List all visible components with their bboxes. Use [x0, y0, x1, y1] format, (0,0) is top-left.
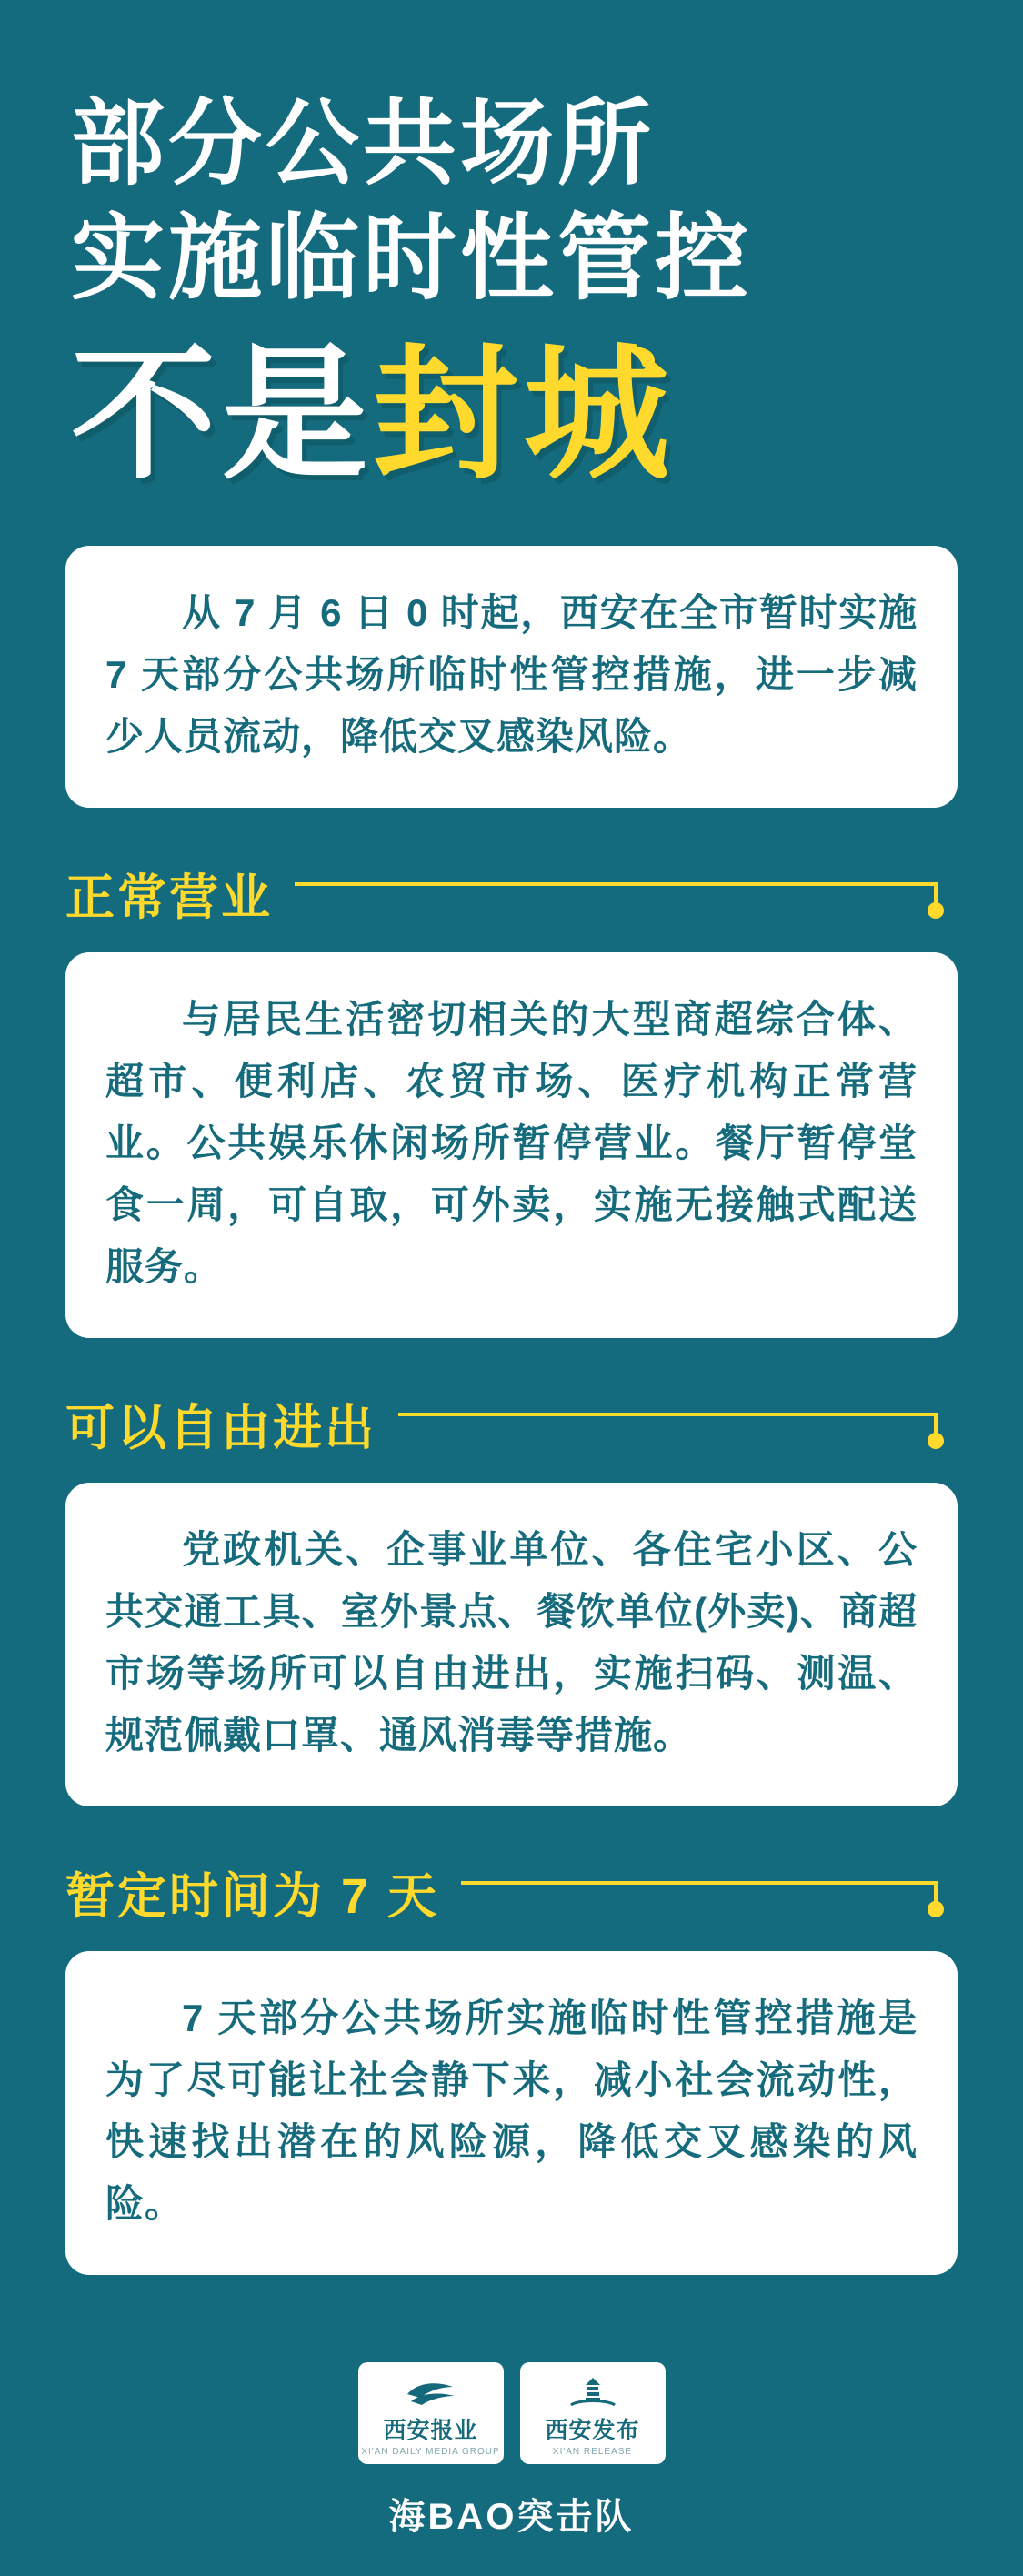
section-card-text-2: 7 天部分公共场所实施临时性管控措施是为了尽可能让社会静下来，减小社会流动性，快速找出潜在的风险源，降低交叉感染的风险。	[105, 1996, 918, 2225]
connector-dot-icon	[928, 1433, 944, 1449]
logo-name-0: 西安报业	[383, 2417, 478, 2443]
section-heading-label-0: 正常营业	[65, 870, 273, 925]
title-headline-white: 不是	[71, 333, 374, 497]
title-headline	[71, 333, 959, 497]
poster-footer	[0, 2362, 1023, 2540]
footer-brand: 海BAO突击队	[388, 2497, 635, 2537]
wave-logo-icon	[402, 2374, 460, 2410]
logo-xian-daily	[358, 2362, 504, 2464]
connector-line-icon	[461, 1881, 938, 1885]
title-headline-yellow: 封城	[373, 333, 676, 497]
section-connector-0	[295, 875, 958, 911]
logo-sub-0: XI'AN DAILY MEDIA GROUP	[361, 2446, 500, 2457]
logo-name-1: 西安发布	[545, 2417, 640, 2443]
section-connector-2	[461, 1874, 958, 1910]
intro-card-text: 从 7 月 6 日 0 时起，西安在全市暂时实施 7 天部分公共场所临时性管控措施，进一步减少人员流动，降低交叉感染风险。	[105, 590, 918, 758]
intro-card	[65, 546, 958, 808]
poster-title-block	[0, 0, 1023, 497]
section-card-0	[65, 952, 958, 1338]
section-heading-0	[65, 859, 958, 929]
section-heading-1	[65, 1389, 958, 1459]
pagoda-logo-icon	[564, 2374, 622, 2410]
footer-logo-row	[0, 2362, 1023, 2464]
logo-sub-1: XI'AN RELEASE	[552, 2446, 633, 2457]
section-card-1	[65, 1483, 958, 1806]
section-heading-2	[65, 1857, 958, 1927]
connector-dot-icon	[928, 902, 944, 919]
connector-line-icon	[295, 882, 938, 886]
logo-xian-release	[520, 2362, 666, 2464]
connector-dot-icon	[928, 1901, 944, 1917]
section-heading-label-1: 可以自由进出	[65, 1400, 376, 1455]
title-line-1: 部分公共场所	[71, 91, 655, 196]
section-card-text-0: 与居民生活密切相关的大型商超综合体、超市、便利店、农贸市场、医疗机构正常营业。公共娱乐休闲场所暂停营业。餐厅暂停堂食一周，可自取，可外卖，实施无接触式配送服务。	[105, 997, 918, 1288]
section-card-text-1: 党政机关、企事业单位、各住宅小区、公共交通工具、室外景点、餐饮单位(外卖)、商超市场等场所可以自由进出，实施扫码、测温、规范佩戴口罩、通风消毒等措施。	[105, 1527, 918, 1756]
section-card-2	[65, 1951, 958, 2275]
connector-line-icon	[398, 1413, 938, 1416]
title-line-2: 实施临时性管控	[71, 205, 752, 310]
section-connector-1	[398, 1405, 958, 1442]
section-heading-label-2: 暂定时间为 7 天	[65, 1868, 440, 1924]
